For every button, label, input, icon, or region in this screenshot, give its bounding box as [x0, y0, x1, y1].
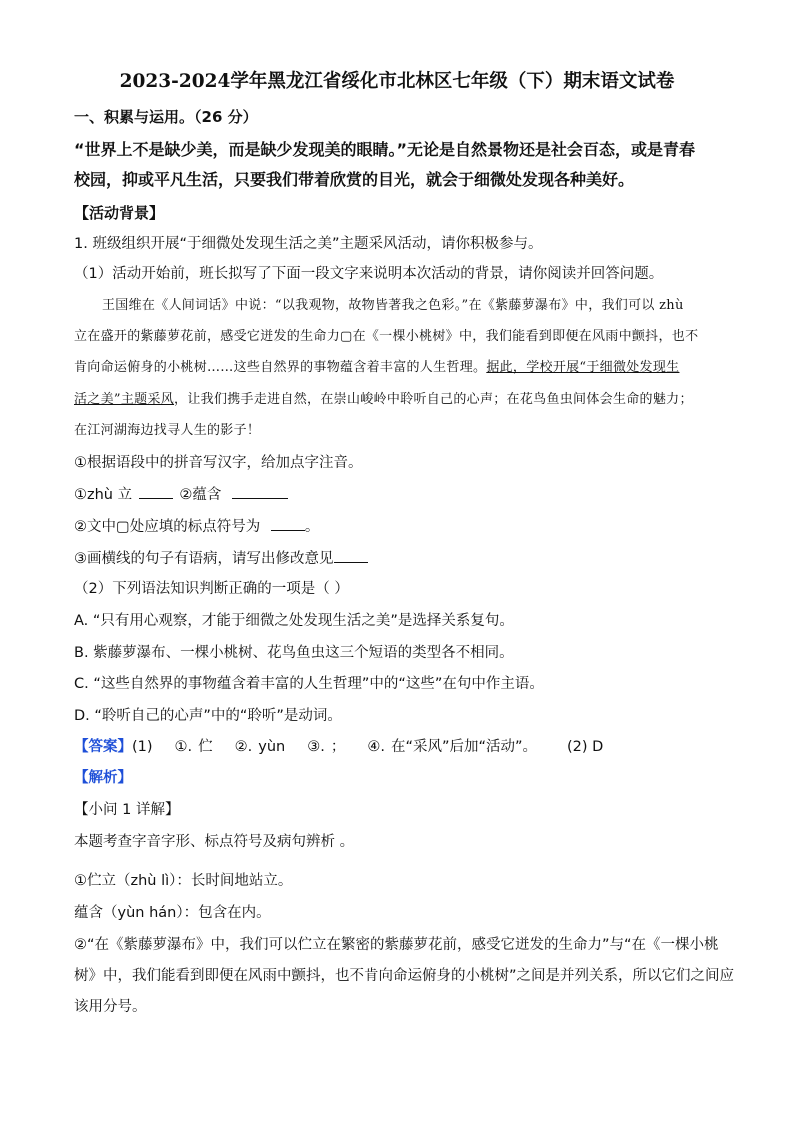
intro-line-1: “世界上不是缺少美，而是缺少发现美的眼睛。”无论是自然景物还是社会百态，或是青春 [74, 140, 696, 159]
answer-3: ； [330, 739, 346, 755]
intro-line-2: 校园，抑或平凡生活，只要我们带着欣赏的目光，就会于细微处发现各种美好。 [74, 170, 635, 189]
passage-line-2: 立在盛开的紫藤萝花前，感受它迸发的生命力▢在《一棵小桃树》中，我们能看到即便在风雨中颤抖，也不 [74, 329, 699, 344]
question-1-1: （1）活动开始前，班长拟写了下面一段文字来说明本次活动的背景，请你阅读并回答问题。 [74, 266, 664, 282]
answer-3-number: ③. [307, 739, 325, 755]
subquestion-1: ①根据语段中的拼音写汉字，给加点字注音。 [74, 455, 363, 471]
subquestion-3-text: ③画横线的句子有语病，请写出修改意见 [74, 551, 334, 567]
explanation-line-3: 蕴含（yùn hán）：包含在内。 [74, 905, 271, 921]
passage-line-1: 王国维在《人间词话》中说：“以我观物，故物皆著我之色彩。”在《紫藤萝瀑布》中，我们可以 zhù [102, 298, 684, 313]
passage-line-3 [74, 358, 679, 378]
underlined-sentence-part-2: 活之美”主题采风 [74, 392, 175, 407]
subquestion-2 [74, 516, 319, 537]
section-heading: 一、积累与运用。（26 分） [74, 108, 258, 126]
page-title: 2023-2024学年黑龙江省绥化市北林区七年级（下）期末语文试卷 [119, 71, 675, 92]
passage-line-4 [74, 390, 693, 410]
subquestion-2-end: 。 [304, 519, 320, 535]
option-d: D. “聆听自己的心声”中的“聆听”是动词。 [74, 708, 342, 724]
passage-line-3-text: 肯向命运俯身的小桃树……这些自然界的事物蕴含着丰富的人生哲理。 [74, 360, 487, 375]
answer-line [74, 737, 603, 757]
option-b: B. 紫藤萝瀑布、一棵小桃树、花鸟鱼虫这三个短语的类型各不相同。 [74, 645, 514, 661]
explanation-line-5: 树》中，我们能看到即便在风雨中颤抖，也不肯向命运俯身的小桃树”之间是并列关系，所以它们之间应 [74, 968, 735, 984]
explanation-line-6: 该用分号。 [74, 999, 147, 1015]
answer-2: yùn [258, 739, 286, 755]
subquestion-3 [74, 548, 368, 569]
activity-heading: 【活动背景】 [74, 204, 165, 222]
passage-line-4-text: ，让我们携手走进自然，在崇山峻岭中聆听自己的心声；在花鸟鱼虫间体会生命的魅力； [174, 392, 693, 407]
underlined-sentence-part-1: 据此，学校开展“于细微处发现生 [486, 360, 680, 375]
subquestion-2-text: ②文中▢处应填的标点符号为 [74, 519, 261, 535]
answer-4: 在“采风”后加“活动”。 [390, 739, 538, 755]
subquestion-1-items [74, 484, 288, 505]
item-yun-han: ②蕴含 [179, 487, 222, 503]
answer-4-number: ④. [367, 739, 385, 755]
explanation-line-1: 本题考查字音字形、标点符号及病句辨析 。 [74, 834, 355, 850]
answer-blank-1[interactable] [139, 484, 173, 499]
explanation-line-4: ②“在《紫藤萝瀑布》中，我们可以伫立在繁密的紫藤萝花前，感受它迸发的生命力”与“在《一棵小桃 [74, 937, 719, 953]
detail-label: 【小问 1 详解】 [74, 802, 180, 818]
answer-part-2: (2) D [567, 739, 604, 755]
answer-1-number: ①. [174, 739, 193, 755]
answer-1: 伫 [198, 739, 213, 755]
answer-part-1-label: (1) [132, 739, 153, 755]
answer-2-number: ②. [234, 739, 253, 755]
analysis-label: 【解析】 [74, 770, 132, 786]
question-1-2: （2）下列语法知识判断正确的一项是（ ） [74, 581, 349, 597]
answer-blank-2[interactable] [232, 484, 288, 499]
explanation-line-2: ①伫立（zhù lì）：长时间地站立。 [74, 873, 293, 889]
option-c: C. “这些自然界的事物蕴含着丰富的人生哲理”中的“这些”在句中作主语。 [74, 676, 544, 692]
answer-blank-4[interactable] [334, 548, 368, 563]
item-zhu-li: ①zhù 立 [74, 487, 133, 503]
answer-label: 【答案】 [74, 739, 132, 755]
question-1: 1. 班级组织开展“于细微处发现生活之美”主题采风活动，请你积极参与。 [74, 236, 543, 252]
answer-blank-3[interactable] [271, 516, 305, 531]
passage-line-5: 在江河湖海边找寻人生的影子！ [74, 423, 261, 438]
option-a: A. “只有用心观察，才能于细微之处发现生活之美”是选择关系复句。 [74, 613, 514, 629]
